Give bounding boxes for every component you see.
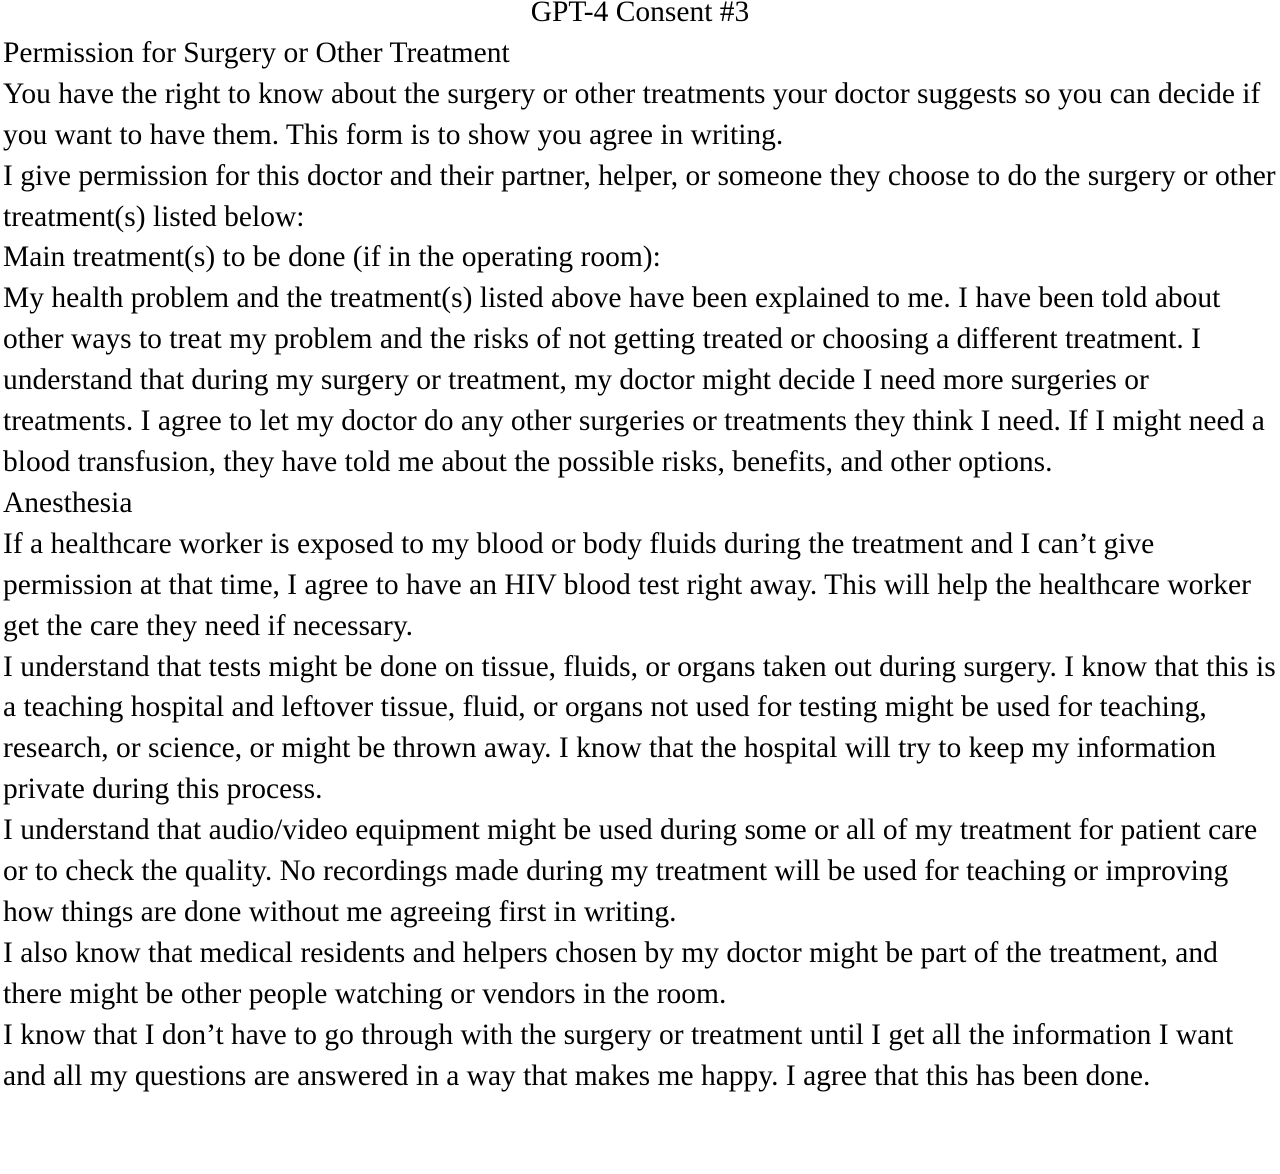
paragraph-give-permission: I give permission for this doctor and their partner, helper, or someone they choose to do the surgery or other treatment(s) listed below: <box>3 159 1276 233</box>
paragraph-residents: I also know that medical residents and helpers chosen by my doctor might be part of the treatment, and there might be other people watching or vendors in the room. <box>3 936 1218 1010</box>
consent-document <box>3 0 1279 1096</box>
paragraph-explained: My health problem and the treatment(s) listed above have been explained to me. I have been told about other ways to treat my problem and the risks of not getting treated or choosing a different treatment. I understand that during my surgery or treatment, my doctor might decide I need more surgeries or treatments. I agree to let my doctor do any other surgeries or treatments they think I need. If I might need a blood transfusion, they have told me about the possible risks, benefits, and other options. <box>3 282 1265 478</box>
section-heading-permission: Permission for Surgery or Other Treatment <box>3 36 510 69</box>
paragraph-tissue-tests: I understand that tests might be done on tissue, fluids, or organs taken out during surgery. I know that this is a teaching hospital and leftover tissue, fluid, or organs not used for testing might be used for teaching, research, or science, or might be thrown away. I know that the hospital will try to keep my information private during this process. <box>3 650 1276 806</box>
document-title: GPT-4 Consent #3 <box>530 0 750 28</box>
paragraph-main-treatment: Main treatment(s) to be done (if in the operating room): <box>3 241 661 274</box>
paragraph-right-to-know: You have the right to know about the surgery or other treatments your doctor suggests so you can decide if you want to have them. This form is to show you agree in writing. <box>3 77 1261 151</box>
paragraph-hiv-test: If a healthcare worker is exposed to my blood or body fluids during the treatment and I can’t give permission at that time, I agree to have an HIV blood test right away. This will help the healthcare worker get the care they need if necessary. <box>3 527 1251 642</box>
paragraph-audio-video: I understand that audio/video equipment might be used during some or all of my treatment for patient care or to check the quality. No recordings made during my treatment will be used for teaching or improving how things are done without me agreeing first in writing. <box>3 814 1258 928</box>
section-heading-anesthesia: Anesthesia <box>3 486 133 519</box>
paragraph-final-agreement: I know that I don’t have to go through with the surgery or treatment until I get all the information I want and all my questions are answered in a way that makes me happy. I agree that this has been done. <box>3 1018 1234 1092</box>
